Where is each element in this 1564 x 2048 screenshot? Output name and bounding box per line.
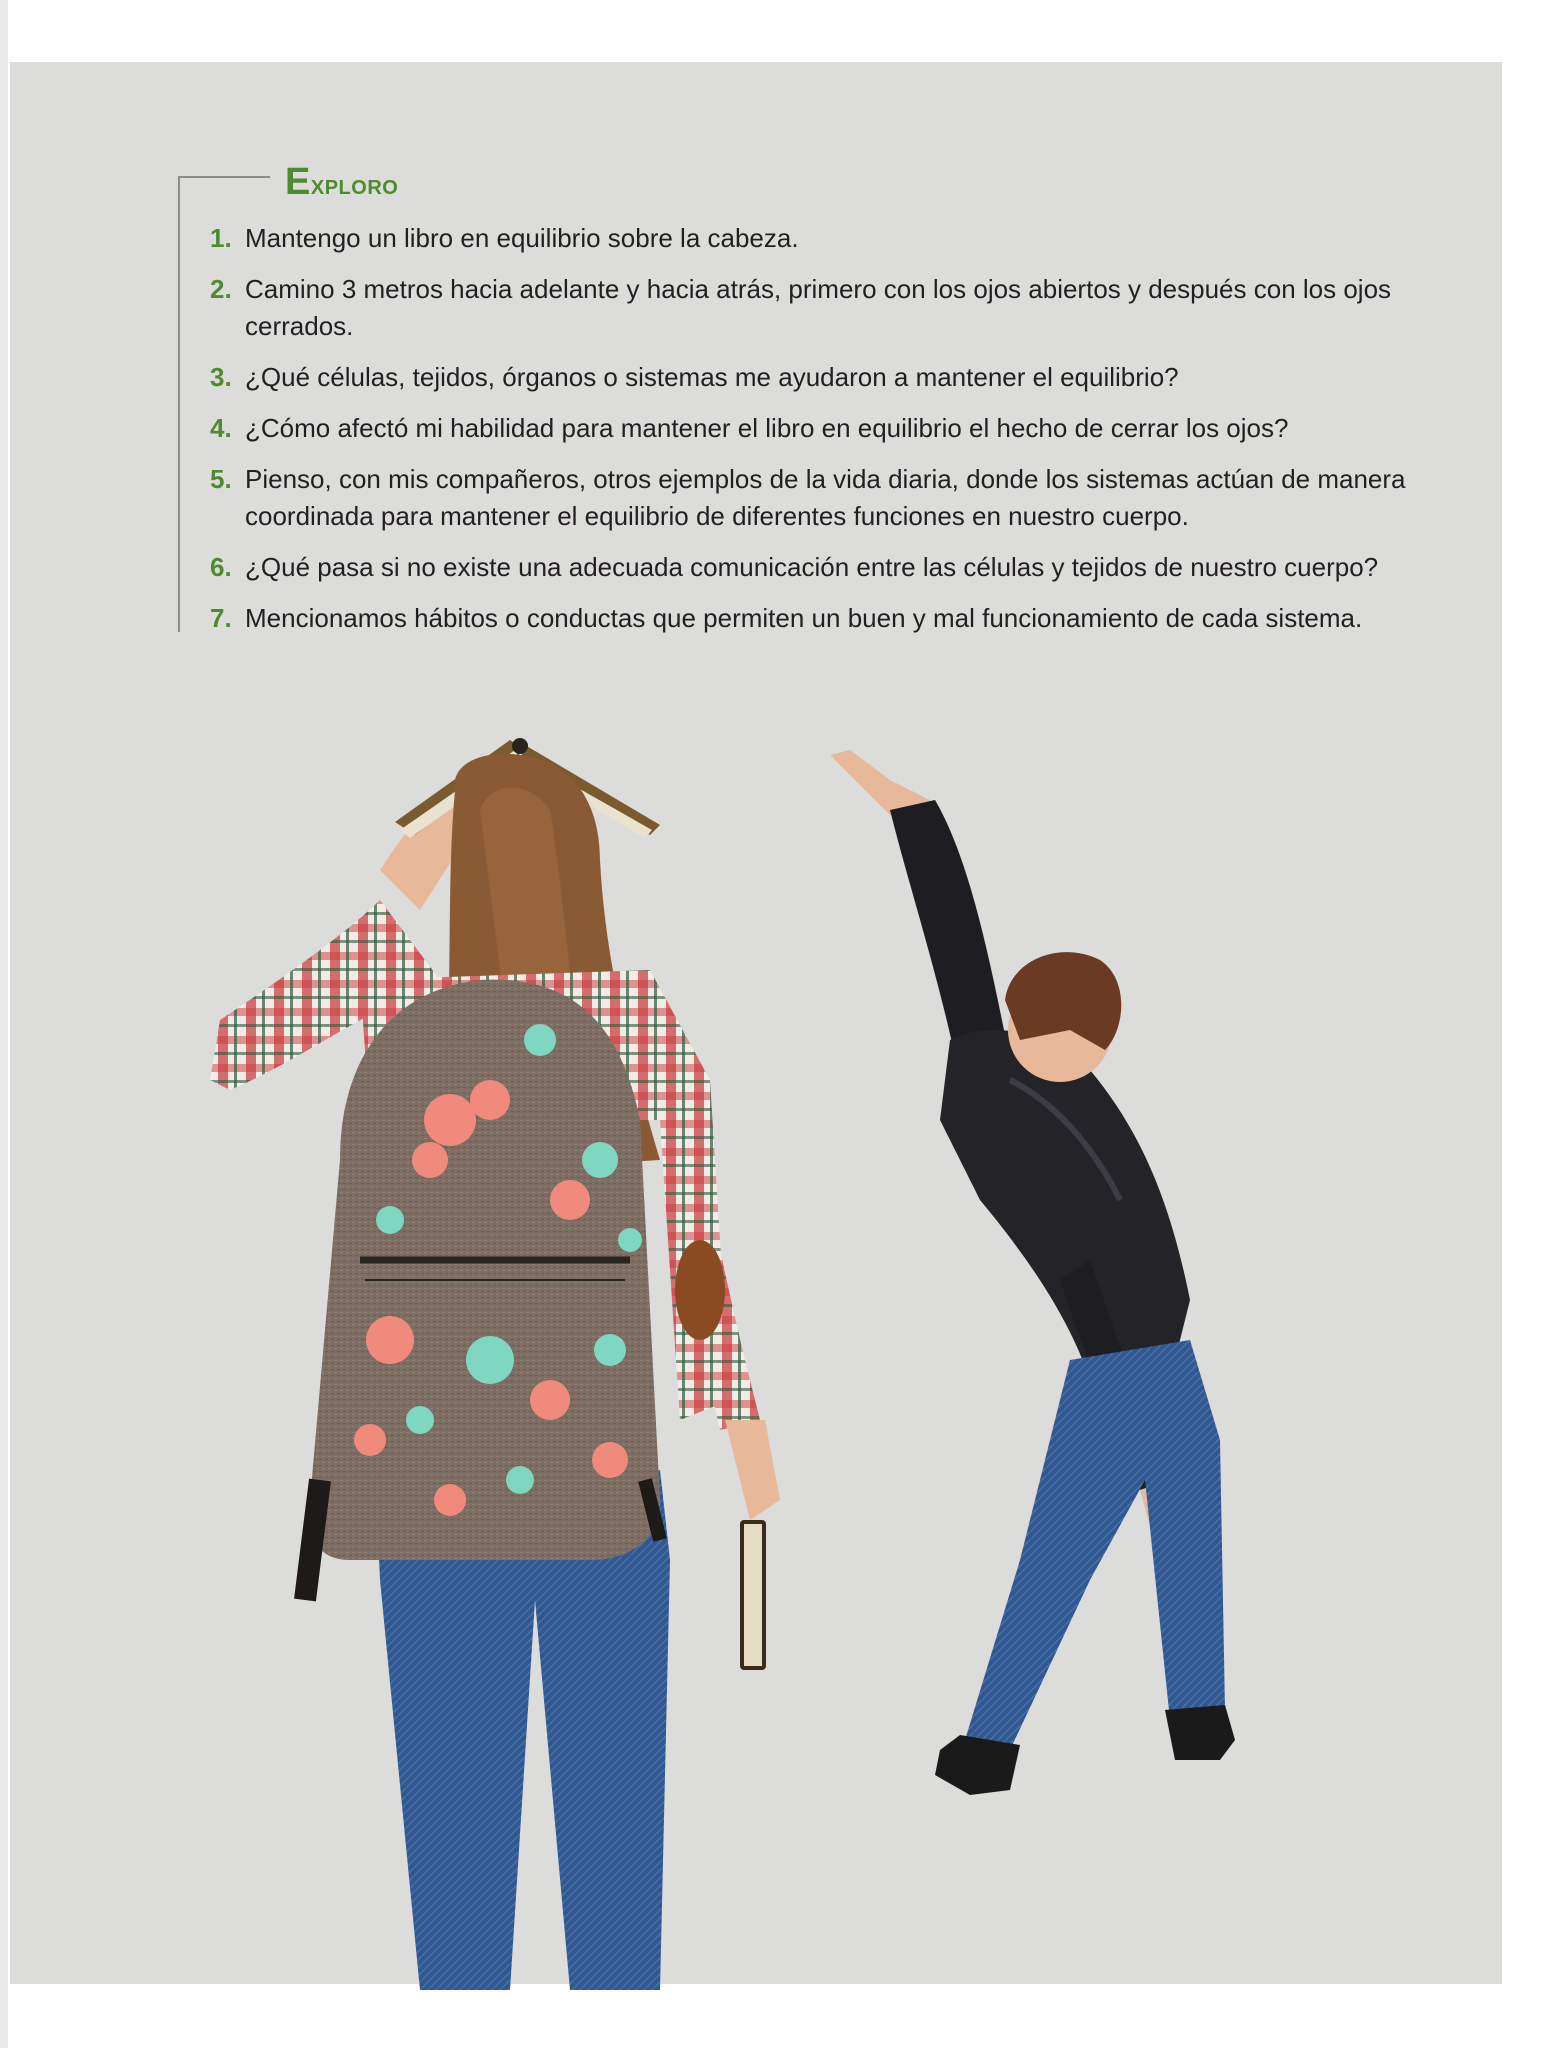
section-bracket-top: [178, 176, 270, 178]
list-item: [210, 271, 1420, 345]
step-number: 3.: [210, 362, 232, 392]
step-number: 7.: [210, 603, 232, 633]
section-title: Exploro: [285, 161, 399, 203]
boy-figure: [830, 750, 1235, 1795]
section-bracket-side: [178, 176, 180, 632]
step-text: Mencionamos hábitos o conductas que permiten un buen y mal funcionamiento de cada sistema.: [245, 603, 1363, 633]
list-item: [210, 410, 1420, 447]
step-text: ¿Qué células, tejidos, órganos o sistemas me ayudaron a mantener el equilibrio?: [245, 362, 1179, 392]
list-item: [210, 220, 1420, 257]
list-item: [210, 600, 1420, 637]
step-text: Mantengo un libro en equilibrio sobre la cabeza.: [245, 223, 799, 253]
balance-photo: [190, 700, 1390, 1990]
list-item: [210, 549, 1420, 586]
girl-figure: [210, 738, 780, 1990]
list-item: [210, 359, 1420, 396]
activity-list: [210, 220, 1420, 651]
page-edge: [0, 0, 8, 2048]
step-text: ¿Cómo afectó mi habilidad para mantener el libro en equilibrio el hecho de cerrar los ojos?: [245, 413, 1289, 443]
step-number: 5.: [210, 464, 232, 494]
step-text: ¿Qué pasa si no existe una adecuada comunicación entre las células y tejidos de nuestro cuerpo?: [245, 552, 1379, 582]
step-number: 4.: [210, 413, 232, 443]
step-number: 1.: [210, 223, 232, 253]
step-number: 2.: [210, 274, 232, 304]
step-text: Pienso, con mis compañeros, otros ejemplos de la vida diaria, donde los sistemas actúan de manera coordinada para mantener el equilibrio de diferentes funciones en nuestro cuerpo.: [245, 464, 1406, 531]
step-text: Camino 3 metros hacia adelante y hacia atrás, primero con los ojos abiertos y después con los ojos cerrados.: [245, 274, 1392, 341]
list-item: [210, 461, 1420, 535]
step-number: 6.: [210, 552, 232, 582]
